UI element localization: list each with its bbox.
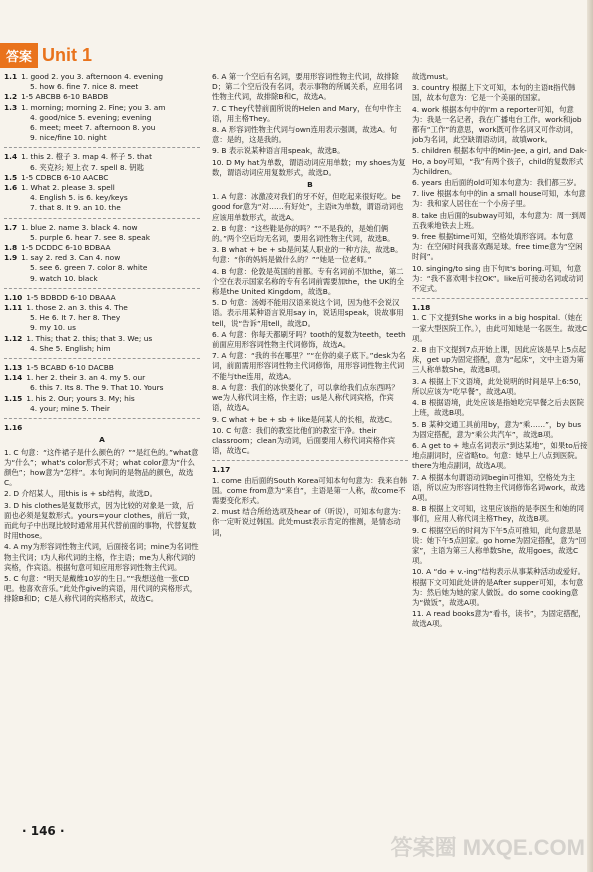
answer-line	[4, 123, 200, 133]
question-number: 1.2	[4, 92, 18, 102]
explanation-paragraph: 8. B 根据上文可知，这里应该指的是李医生和她的同事们，应用人称代词主格They，故选B项。	[412, 504, 585, 524]
explanation-paragraph: 1. C 下文提到She works in a big hospital.（她在一家大型医院工作。），由此可知她是一名医生。故选C项。	[412, 313, 588, 343]
question-number: 1.10	[4, 292, 23, 302]
explanation-paragraph: 8. A 形容词性物主代词与own连用表示强调，故选A。句意：是的，这是我的。	[212, 125, 397, 145]
question-number: 1.15	[4, 393, 23, 403]
explanation-paragraph: 6. years 由后面的old可知本句意为：我们都三岁。	[412, 178, 581, 188]
answer-line	[4, 293, 200, 303]
question-number: 1.5	[4, 172, 18, 182]
answer-text: 1-5 CDBCB 6-10 AACBC	[21, 172, 109, 182]
answer-line	[4, 423, 200, 433]
answer-line	[4, 344, 200, 354]
answer-line	[212, 465, 408, 475]
answer-line	[4, 363, 200, 373]
section-divider	[4, 147, 200, 148]
section-divider	[4, 288, 200, 289]
section-divider	[4, 218, 200, 219]
answer-text: 1. his 2. Our; yours 3. My; his	[26, 393, 135, 403]
explanation-paragraph: 7. C They代替前面所说的Helen and Mary，在句中作主语，用主格They。	[212, 103, 402, 123]
explanation-paragraph: 2. B 句意：“这些鞋是你的吗？”“不是我的，是她们俩的。”两个空后均无名词，要用名词性物主代词，故选B。	[212, 223, 395, 244]
answer-line	[4, 82, 200, 92]
question-number: 1.14	[4, 373, 23, 383]
answer-line	[4, 152, 200, 162]
answer-text: 6. 夹克衫; 短上衣 7. spell 8. 钥匙	[30, 162, 145, 172]
question-number: 1.9	[4, 253, 18, 263]
explanation-paragraph: 4. work 根据本句中的I'm a reporter可知，句意为：我是一名记者，我在广播电台工作。work和job都有“工作”的意思，work既可作名词又可作动词，job为名词，此空缺谓语动词，故填work。	[412, 104, 582, 145]
question-number: 1.18	[412, 303, 431, 313]
answer-text: 4. your; mine 5. Their	[30, 403, 110, 413]
answer-line	[4, 313, 200, 323]
explanation-paragraph: 3. B what + be + sb是问某人职业的一种方法，故选B。句意：“你的妈妈是做什么的？”“她是一位老师。”	[212, 245, 403, 265]
explanation-paragraph: 1. A 句意：冰激凌对我们的牙不好，但吃起来很好吃。be good for意为“对……有好处”，主语it为单数，谓语动词也应该用单数形式，故选A。	[212, 192, 404, 222]
explanation-paragraph: 5. B 某种交通工具前用by，意为“乘……”，by bus为固定搭配，意为“乘公共汽车”，故选B项。	[412, 419, 582, 439]
question-number: 1.1	[4, 72, 18, 81]
answer-text: 4. English 5. is 6. key/keys	[30, 193, 128, 203]
answer-text: 1-5 BDBDD 6-10 DBAAA	[26, 292, 116, 302]
answer-line	[4, 173, 200, 183]
answer-line	[4, 274, 200, 284]
answer-text: 5. He 6. It 7. her 8. They	[30, 313, 121, 323]
answer-line	[4, 394, 200, 404]
explanation-paragraph: 6. A 第一个空后有名词，要用形容词性物主代词，故排除D；第二个空后没有名词，表示事物的所属关系，应用名词性物主代词，故排除B和C，故选A。	[212, 72, 403, 102]
answer-line	[4, 233, 200, 243]
answer-line	[4, 404, 200, 414]
answer-text: 4. She 5. English; him	[30, 343, 111, 353]
answer-line	[4, 223, 200, 233]
section-divider	[4, 358, 200, 359]
section-divider	[212, 460, 408, 461]
explanation-paragraph: 7. A 根据本句谓语动词begin可推知，空格处为主语，所以应为形容词性物主代词修饰名词work，故选A项。	[412, 472, 586, 502]
answer-line	[4, 383, 200, 393]
answer-line	[4, 183, 200, 193]
answer-line	[4, 303, 200, 313]
explanation-paragraph: 9. B 表示说某种语言用speak，故选B。	[212, 146, 345, 156]
column-1	[4, 72, 200, 606]
answer-line	[4, 72, 200, 82]
explanation-paragraph: 9. free 根据time可知，空格处填形容词。本句意为：在空闲时间我喜欢踢足球。free time意为“空闲时间”。	[412, 232, 583, 262]
answer-text: 7. that 8. It 9. an 10. the	[30, 203, 121, 213]
question-number: 1.17	[212, 465, 231, 475]
section-divider	[4, 418, 200, 419]
question-number: 1.13	[4, 363, 23, 373]
explanation-paragraph: 7. live 根据本句中的in a small house可知，本句意为：我和家人居住在一个小房子里。	[412, 189, 586, 209]
explanation-paragraph: 11. A read books意为“看书，读书”，为固定搭配，故选A项。	[412, 609, 586, 629]
question-number: 1.8	[4, 243, 18, 253]
explanation-paragraph: 6. A 句意：你每天都刷牙吗？tooth的复数为teeth，teeth前面应用形容词性物主代词修饰，故选A。	[212, 329, 406, 350]
answer-text: 9. watch 10. black	[30, 273, 98, 283]
question-number: 1.4	[4, 152, 18, 162]
answer-line	[4, 323, 200, 333]
explanation-paragraph: 10. A “do + v.-ing”结构表示从事某种活动或爱好。根据下文可知此处讲的是After supper可知，本句意为：然后她为她的家人做饭。do some cooking意为“做饭”，故选A项。	[412, 567, 585, 607]
question-number: 1.12	[4, 333, 23, 343]
section-label: B	[307, 180, 313, 190]
answer-line	[4, 193, 200, 203]
explanation-paragraph: 5. children 根据本句中的Min-Jee, a girl, and Dak-Ho, a boy可知，“我”有两个孩子，child的复数形式为children。	[412, 146, 587, 176]
watermark-logo: 答案圈 MXQE.COM	[390, 835, 585, 860]
answer-line	[4, 263, 200, 273]
answer-line	[4, 334, 200, 344]
answer-line	[4, 113, 200, 123]
answer-line	[4, 243, 200, 253]
section-label: A	[99, 435, 105, 445]
answer-line	[4, 103, 200, 113]
explanation-paragraph: 9. C 根据空后的时间为下午5点可推知，此句意思是说：她下午5点回家。go home为固定搭配，意为“回家”，主语为第三人称单数She，故用goes，故选C项。	[412, 525, 587, 566]
column-2	[212, 72, 408, 539]
explanation-paragraph: 8. take 由后面的subway可知，本句意为：周一到周五我乘地铁去上班。	[412, 210, 587, 230]
answer-line	[4, 163, 200, 173]
answer-text: 1. her 2. their 3. an 4. my 5. our	[26, 373, 146, 383]
explanation-paragraph: 6. A get to + 地点名词表示“到达某地”，如果to后接地点副词时，应省略to。句意：她早上八点到医院。there为地点副词，故选A项。	[412, 440, 588, 471]
answer-text: 1. those 2. an 3. this 4. The	[26, 303, 128, 313]
answer-text: 1-5 BCABD 6-10 DACBB	[26, 363, 114, 373]
explanation-paragraph: 10. singing/to sing 由下句It's boring.可知，句意为：“我不喜欢唱卡拉OK”。like后可接动名词或动词不定式。	[412, 263, 584, 294]
answer-text: 9. my 10. us	[30, 323, 76, 333]
explanation-paragraph: 7. A 句意：“我的书在哪里？”“在你的桌子底下。”desk为名词，前面需用形容词性物主代词修饰，用形容词性物主代词不能与the连用，故选A。	[212, 351, 406, 381]
answer-text: 6. meet; meet 7. afternoon 8. you	[30, 123, 156, 133]
explanation-paragraph: 1. C 句意：“这件裙子是什么颜色的？”“是红色的。”what意为“什么”；what's color形式不对；what color意为“什么颜色”；how意为“怎样”。本句询问的是物品的颜色，故选C。	[4, 447, 199, 488]
answer-text: 5. see 6. green 7. color 8. white	[30, 263, 148, 273]
answer-line	[4, 253, 200, 263]
answer-line	[412, 303, 588, 313]
answer-text: 1. This; that 2. this; that 3. We; us	[26, 333, 153, 343]
explanation-paragraph: 2. B 由下文提到7点开始上课，因此应该是早上5点起床，get up为固定搭配，意为“起床”，文中主语为第三人称单数She，故选B项。	[412, 345, 587, 375]
answer-text: 1. this 2. 橙子 3. map 4. 杯子 5. that	[21, 152, 152, 162]
page-number: · 146 ·	[22, 824, 65, 838]
question-number: 1.11	[4, 303, 23, 313]
question-number: 1.16	[4, 423, 23, 433]
answer-text: 1. blue 2. name 3. black 4. now	[21, 222, 138, 232]
explanation-paragraph: 4. B 句意：伦敦是英国的首都。专有名词前不加the，第二个空在表示国家名称的专有名词前需要加the，the UK的全称是the United Kingdom，故选B。	[212, 266, 405, 297]
section-divider	[412, 298, 588, 299]
answer-line	[4, 92, 200, 102]
answer-text: 5. purple 6. hear 7. see 8. speak	[30, 232, 150, 242]
answer-text: 1. good 2. you 3. afternoon 4. evening	[21, 72, 164, 81]
explanation-paragraph: 10. C 句意：我们的教室比他们的教室干净。their classroom；clean为动词，后面要用人称代词宾格作宾语，故选C。	[212, 425, 395, 456]
unit-header	[0, 44, 92, 66]
explanation-paragraph: 5. D 句意：汤姆不能用汉语来说这个词，因为他不会说汉语。表示用某种语言说用say in，说话用speak，说故事用tell，说“告诉”用tell，故选D。	[212, 298, 404, 328]
explanation-paragraph: 1. come 由后面的South Korea可知本句句意为：我来自韩国。come from意为“来自”，主语是第一人称，故come不需要变化形式。	[212, 475, 408, 505]
answer-text: 1. morning; morning 2. Fine; you 3. am	[21, 102, 166, 112]
answer-text: 1-5 DCDDC 6-10 BDBAA	[21, 243, 111, 253]
explanation-paragraph: 故选must。	[412, 72, 453, 81]
answer-text: 6. this 7. Its 8. The 9. That 10. Yours	[30, 383, 164, 393]
answer-text: 5. how 6. fine 7. nice 8. meet	[30, 82, 139, 92]
explanation-paragraph: 5. C 句意：“明天是戴维10岁的生日。”“我想送他一张CD吧。他喜欢音乐。”此处作give的宾语，用代词的宾格形式，排除B和D；C是人称代词的宾格形式，故选C。	[4, 573, 198, 604]
explanation-paragraph: 4. B 根据语境，此处应该是指她吃完早餐之后去医院上班，故选B项。	[412, 398, 585, 418]
explanation-paragraph: 9. C what + be + sb + like是问某人的长相，故选C。	[212, 414, 397, 424]
explanation-paragraph: 10. D My hat为单数，谓语动词应用单数；my shoes为复数，谓语动词应用复数形式，故选D。	[212, 157, 406, 177]
answer-text: 4. good/nice 5. evening; evening	[30, 112, 152, 122]
answer-line	[4, 373, 200, 383]
explanation-paragraph: 3. A 根据上下文语境，此处说明的时间是早上6:50，所以应该为“吃早餐”，故选A项。	[412, 376, 586, 396]
answer-text: 1. What 2. please 3. spell	[21, 183, 115, 193]
column-3	[412, 72, 588, 631]
question-number: 1.7	[4, 222, 18, 232]
answer-line	[4, 203, 200, 213]
unit-title: Unit 1	[42, 44, 93, 65]
explanation-paragraph: 3. country 根据上下文可知，本句的主语It指代韩国，故本句意为：它是一个美丽的国家。	[412, 83, 576, 103]
explanation-paragraph: 3. D his clothes是复数形式，因为比较的对象是一致，后面也必须是复数形式。yours=your clothes，前后一致，而此句子中出现比较时通常用其代替前面的事物，代替复数时用those。	[4, 500, 197, 541]
explanation-paragraph: 2. D 介绍某人，用this is + sb结构，故选D。	[4, 489, 157, 499]
answer-tag: 答案	[0, 43, 38, 68]
explanation-paragraph: 2. must 结合所给选项及hear of（听说），可知本句意为：你一定听说过韩国。此处must表示肯定的推测，是情态动词，	[212, 507, 406, 537]
explanation-paragraph: 4. A my为形容词性物主代词，后面接名词；mine为名词性物主代词；I为人称代词的主格，作主语；me为人称代词的宾格，作宾语。根据句意可知应用形容词性物主代词。	[4, 542, 199, 572]
explanation-paragraph: 8. A 句意：我们的冰快要化了，可以拿给我们点东西吗？we为人称代词主格，作主语；us是人称代词宾格，作宾语，故选A。	[212, 382, 399, 413]
answer-text: 9. nice/fine 10. night	[30, 133, 107, 143]
question-number: 1.6	[4, 183, 18, 193]
answer-text: 1. say 2. red 3. Can 4. now	[21, 253, 121, 263]
answer-text: 1-5 ABCBB 6-10 BABDB	[21, 92, 109, 102]
question-number: 1.3	[4, 102, 18, 112]
answer-line	[4, 133, 200, 143]
